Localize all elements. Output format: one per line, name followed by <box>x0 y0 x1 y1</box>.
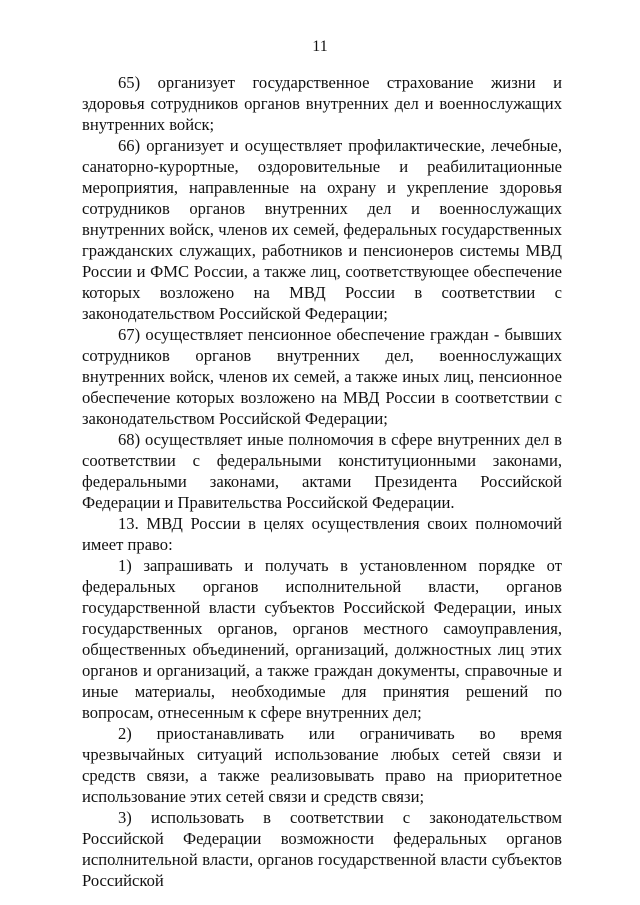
paragraph-item-68: 68) осуществляет иные полномочия в сфере внутренних дел в соответствии с федеральными конституционными законами, федеральными законами, актами Президента Российской Федерации и Правительства Российской Федерации. <box>82 430 562 512</box>
paragraph-item-65: 65) организует государственное страхование жизни и здоровья сотрудников органов внутренних дел и военнослужащих внутренних войск; <box>82 73 562 134</box>
paragraph-right-2: 2) приостанавливать или ограничивать во время чрезвычайных ситуаций использование любых сетей связи и средств связи, а также реализовывать право на приоритетное использование этих сетей связи и средств связи; <box>82 724 562 806</box>
paragraph-right-3: 3) использовать в соответствии с законодательством Российской Федерации возможности федеральных органов исполнительной власти, органов государственной власти субъектов Российской <box>82 808 562 890</box>
paragraph-section-13: 13. МВД России в целях осуществления своих полномочий имеет право: <box>82 514 562 554</box>
paragraph-item-66: 66) организует и осуществляет профилактические, лечебные, санаторно-курортные, оздоровительные и реабилитационные мероприятия, направленные на охрану и укрепление здоровья сотрудников органов внутренних дел и военнослужащих внутренних войск, членов их семей, федеральных государственных гражданских служащих, работников и пенсионеров системы МВД России и ФМС России, а также лиц, соответствующее обеспечение которых возложено на МВД России в соответствии с законодательством Российской Федерации; <box>82 136 562 323</box>
page-number: 11 <box>312 38 328 55</box>
document-body <box>82 72 562 891</box>
paragraph-right-1: 1) запрашивать и получать в установленном порядке от федеральных органов исполнительной власти, органов государственной власти субъектов Российской Федерации, иных государственных органов, органов местного самоуправления, общественных объединений, организаций, должностных лиц этих органов и организаций, а также граждан документы, справочные и иные материалы, необходимые для принятия решений по вопросам, отнесенным к сфере внутренних дел; <box>82 556 562 722</box>
paragraph-item-67: 67) осуществляет пенсионное обеспечение граждан - бывших сотрудников органов внутренних дел, военнослужащих внутренних войск, членов их семей, а также иных лиц, пенсионное обеспечение которых возложено на МВД России в соответствии с законодательством Российской Федерации; <box>82 325 562 428</box>
